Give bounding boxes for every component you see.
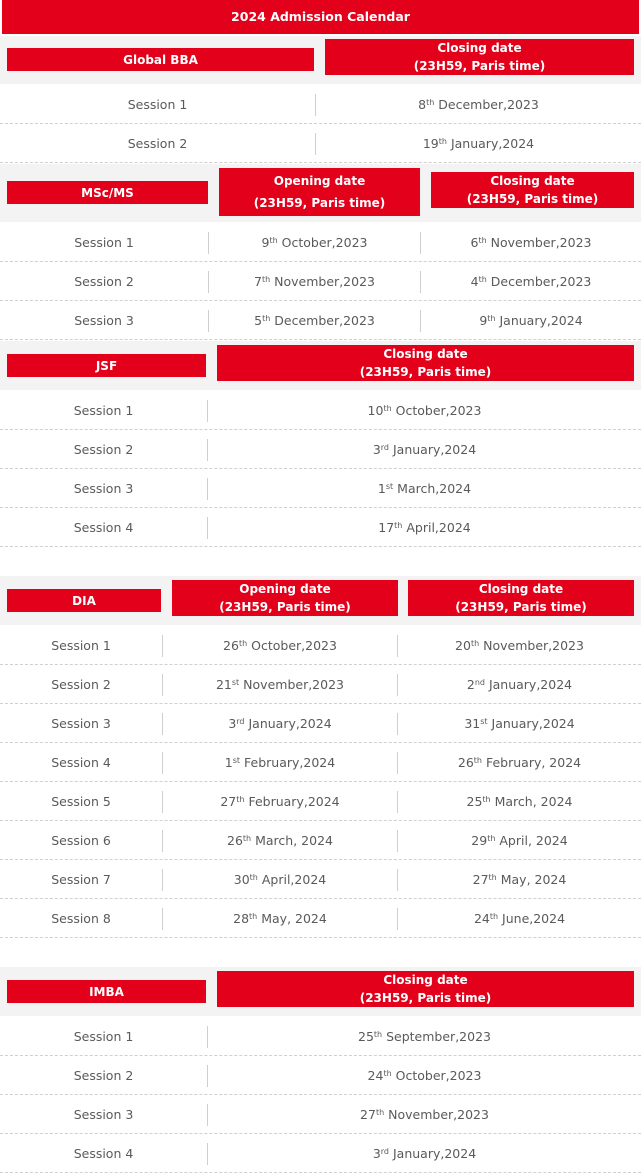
table-row xyxy=(0,899,641,938)
date-rest: October,2023 xyxy=(391,1067,482,1083)
closing-date: 25 $^{th}$ March, 2024 xyxy=(466,793,573,809)
date-rest: April, 2024 xyxy=(495,832,568,848)
date-rest: January,2024 xyxy=(446,135,535,151)
date-rest: May, 2024 xyxy=(496,871,567,887)
calendar-title xyxy=(2,0,639,34)
imba-program-label xyxy=(7,980,206,1003)
date-day: 17 xyxy=(378,519,395,535)
table-row xyxy=(0,1017,641,1056)
date-rest: January,2024 xyxy=(389,1145,477,1161)
date-rest: November,2023 xyxy=(384,1106,489,1122)
date-rest: January,2024 xyxy=(495,312,583,328)
opening-date: 30 $^{th}$ April,2024 xyxy=(233,871,327,887)
session-label: Session 3 xyxy=(74,312,134,328)
date-day: 1 xyxy=(377,480,386,496)
session-label: Session 7 xyxy=(51,871,111,887)
date-rest: November,2023 xyxy=(270,273,375,289)
dia-program-label xyxy=(7,589,161,612)
table-row xyxy=(0,821,641,860)
closing-date: 2 $^{nd}$ January,2024 xyxy=(466,676,573,692)
table-row xyxy=(0,301,641,340)
session-label: Session 5 xyxy=(51,793,111,809)
msc-closing-header xyxy=(431,172,634,208)
closing-date: 3 $^{rd}$ January,2024 xyxy=(372,1145,477,1161)
closing-date: 24 $^{th}$ October,2023 xyxy=(367,1067,482,1083)
closing-date: 19 $^{th}$ January,2024 xyxy=(422,135,535,151)
date-rest: October,2023 xyxy=(277,234,368,250)
date-rest: February,2024 xyxy=(244,793,340,809)
dia-opening-header xyxy=(172,580,398,616)
session-label: Session 1 xyxy=(127,96,188,112)
date-rest: December,2023 xyxy=(270,312,375,328)
date-rest: November,2023 xyxy=(239,676,344,692)
jsf-program-name: JSF xyxy=(95,358,118,373)
dia-closing-header-line1: Closing date xyxy=(478,582,564,596)
table-row xyxy=(0,223,641,262)
session-label: Session 4 xyxy=(73,519,134,535)
table-row xyxy=(0,430,641,469)
date-day: 24 xyxy=(473,910,490,926)
date-rest: January,2024 xyxy=(389,441,477,457)
session-label: Session 2 xyxy=(73,1067,134,1083)
table-row xyxy=(0,508,641,547)
date-day: 28 xyxy=(233,910,250,926)
table-row xyxy=(0,1056,641,1095)
msc-program-name: MSc/MS xyxy=(81,185,134,200)
session-label: Session 2 xyxy=(74,273,134,289)
date-day: 27 xyxy=(220,793,237,809)
date-rest: February,2024 xyxy=(240,754,336,770)
session-label: Session 4 xyxy=(51,754,111,770)
table-row xyxy=(0,704,641,743)
date-day: 26 xyxy=(457,754,474,770)
date-day: 4 xyxy=(470,273,479,289)
session-label: Session 6 xyxy=(51,832,111,848)
date-rest: December,2023 xyxy=(486,273,592,289)
session-label: Session 1 xyxy=(51,637,111,653)
closing-date: 29 $^{th}$ April, 2024 xyxy=(471,832,568,848)
closing-date: 3 $^{rd}$ January,2024 xyxy=(372,441,477,457)
bba-closing-header-line1: Closing date xyxy=(437,41,522,55)
jsf-closing-header-line2: (23H59, Paris time) xyxy=(359,365,492,379)
date-rest: April,2024 xyxy=(257,871,327,887)
date-day: 3 xyxy=(372,1145,381,1161)
date-rest: April,2024 xyxy=(402,519,471,535)
opening-date: 5 $^{th}$ December,2023 xyxy=(254,312,375,328)
date-rest: November,2023 xyxy=(479,637,584,653)
date-day: 29 xyxy=(471,832,488,848)
table-row xyxy=(0,743,641,782)
date-day: 19 xyxy=(422,135,439,151)
opening-date: 26 $^{th}$ March, 2024 xyxy=(227,832,333,848)
closing-date: 24 $^{th}$ June,2024 xyxy=(473,910,566,926)
table-row xyxy=(0,1134,641,1173)
session-label: Session 3 xyxy=(73,1106,134,1122)
table-row xyxy=(0,391,641,430)
opening-date: 7 $^{th}$ November,2023 xyxy=(254,273,375,289)
dia-closing-header xyxy=(408,580,634,616)
closing-date: 4 $^{th}$ December,2023 xyxy=(470,273,592,289)
date-rest: June,2024 xyxy=(498,910,566,926)
date-rest: March, 2024 xyxy=(490,793,573,809)
date-day: 25 xyxy=(466,793,483,809)
closing-date: 17 $^{th}$ April,2024 xyxy=(378,519,471,535)
date-day: 8 xyxy=(418,96,427,112)
date-rest: January,2024 xyxy=(487,715,575,731)
msc-opening-header-line2: (23H59, Paris time) xyxy=(253,196,386,210)
session-label: Session 4 xyxy=(73,1145,134,1161)
date-day: 26 xyxy=(227,832,243,848)
table-row xyxy=(0,1095,641,1134)
imba-closing-header-line2: (23H59, Paris time) xyxy=(359,991,492,1005)
dia-program-name: DIA xyxy=(72,593,96,608)
dia-opening-header-line1: Opening date xyxy=(239,582,331,596)
date-day: 3 xyxy=(372,441,381,457)
closing-date: 26 $^{th}$ February, 2024 xyxy=(457,754,582,770)
calendar-title-text: 2024 Admission Calendar xyxy=(231,9,410,24)
msc-opening-header-line1: Opening date xyxy=(273,174,366,188)
date-day: 9 xyxy=(479,312,488,328)
date-day: 25 xyxy=(358,1028,374,1044)
date-rest: January,2024 xyxy=(244,715,332,731)
date-day: 26 xyxy=(223,637,239,653)
closing-date: 9 $^{th}$ January,2024 xyxy=(479,312,583,328)
bba-closing-header xyxy=(325,39,634,75)
imba-closing-header-line1: Closing date xyxy=(383,973,468,987)
opening-date: 1 $^{st}$ February,2024 xyxy=(224,754,336,770)
date-day: 5 xyxy=(254,312,263,328)
date-rest: November,2023 xyxy=(486,234,592,250)
date-day: 9 xyxy=(261,234,270,250)
session-label: Session 2 xyxy=(51,676,111,692)
imba-program-name: IMBA xyxy=(89,984,124,999)
opening-date: 21 $^{st}$ November,2023 xyxy=(215,676,344,692)
date-day: 20 xyxy=(455,637,471,653)
table-row xyxy=(0,469,641,508)
date-rest: October,2023 xyxy=(247,637,337,653)
opening-date: 27 $^{th}$ February,2024 xyxy=(220,793,340,809)
opening-date: 3 $^{rd}$ January,2024 xyxy=(228,715,332,731)
date-day: 7 xyxy=(254,273,262,289)
date-day: 6 xyxy=(470,234,479,250)
date-rest: May, 2024 xyxy=(257,910,327,926)
bba-program-label xyxy=(7,48,314,71)
session-label: Session 3 xyxy=(51,715,111,731)
date-day: 30 xyxy=(233,871,250,887)
table-row xyxy=(0,262,641,301)
date-day: 10 xyxy=(367,402,384,418)
imba-closing-header xyxy=(217,971,634,1007)
date-day: 21 xyxy=(215,676,232,692)
opening-date: 26 $^{th}$ October,2023 xyxy=(223,637,337,653)
date-rest: March,2024 xyxy=(393,480,472,496)
closing-date: 1 $^{st}$ March,2024 xyxy=(377,480,472,496)
closing-date: 31 $^{st}$ January,2024 xyxy=(464,715,575,731)
date-rest: March, 2024 xyxy=(251,832,333,848)
date-day: 27 xyxy=(472,871,489,887)
session-label: Session 3 xyxy=(73,480,134,496)
date-day: 27 xyxy=(360,1106,376,1122)
closing-date: 10 $^{th}$ October,2023 xyxy=(367,402,482,418)
table-row xyxy=(0,124,641,163)
table-row xyxy=(0,782,641,821)
opening-date: 28 $^{th}$ May, 2024 xyxy=(233,910,327,926)
closing-date: 25 $^{th}$ September,2023 xyxy=(358,1028,491,1044)
date-day: 31 xyxy=(464,715,481,731)
msc-closing-header-line1: Closing date xyxy=(490,174,575,188)
session-label: Session 2 xyxy=(73,441,134,457)
closing-date: 27 $^{th}$ May, 2024 xyxy=(472,871,567,887)
closing-date: 20 $^{th}$ November,2023 xyxy=(455,637,584,653)
date-rest: September,2023 xyxy=(382,1028,491,1044)
dia-opening-header-line2: (23H59, Paris time) xyxy=(219,600,351,614)
session-label: Session 8 xyxy=(51,910,111,926)
closing-date: 27 $^{th}$ November,2023 xyxy=(360,1106,489,1122)
table-row xyxy=(0,626,641,665)
date-day: 3 xyxy=(228,715,237,731)
session-label: Session 2 xyxy=(127,135,188,151)
date-rest: February, 2024 xyxy=(482,754,582,770)
bba-program-name: Global BBA xyxy=(123,52,198,67)
table-row xyxy=(0,85,641,124)
msc-program-label xyxy=(7,181,208,204)
bba-closing-header-line2: (23H59, Paris time) xyxy=(413,59,546,73)
session-label: Session 1 xyxy=(73,1028,134,1044)
msc-opening-header xyxy=(219,168,420,216)
date-rest: January,2024 xyxy=(484,676,573,692)
msc-closing-header-line2: (23H59, Paris time) xyxy=(466,192,599,206)
session-label: Session 1 xyxy=(73,402,134,418)
jsf-closing-header xyxy=(217,345,634,381)
jsf-program-label xyxy=(7,354,206,377)
date-rest: October,2023 xyxy=(391,402,482,418)
table-row xyxy=(0,860,641,899)
date-rest: December,2023 xyxy=(434,96,539,112)
closing-date: 6 $^{th}$ November,2023 xyxy=(470,234,592,250)
dia-closing-header-line2: (23H59, Paris time) xyxy=(455,600,587,614)
table-row xyxy=(0,665,641,704)
jsf-closing-header-line1: Closing date xyxy=(383,347,468,361)
date-day: 24 xyxy=(367,1067,384,1083)
date-day: 2 xyxy=(466,676,475,692)
closing-date: 8 $^{th}$ December,2023 xyxy=(418,96,539,112)
session-label: Session 1 xyxy=(74,234,134,250)
opening-date: 9 $^{th}$ October,2023 xyxy=(261,234,368,250)
date-day: 1 xyxy=(224,754,233,770)
